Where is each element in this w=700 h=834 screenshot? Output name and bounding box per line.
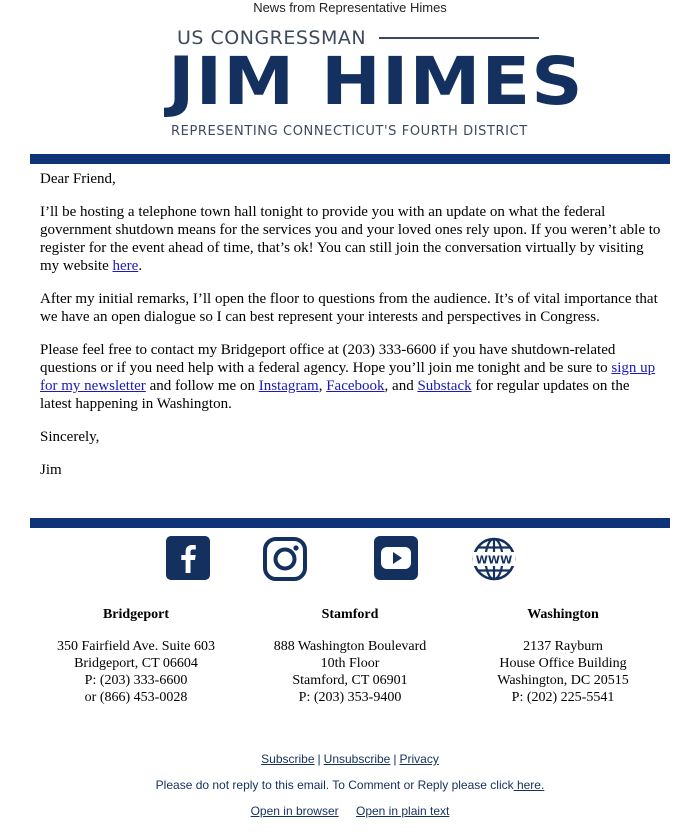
office-address-line: House Office Building [499,656,627,671]
open-in-plain-text-link[interactable]: Open in plain text [355,804,450,818]
paragraph-3-end: for regular updates on the latest happening in Washington. [40,378,630,412]
footer-links [0,752,700,766]
youtube-icon[interactable] [374,536,420,582]
header-rule [30,154,670,164]
office-name: Washington [527,607,599,622]
office-phone-alt: or (866) 453-0028 [84,690,188,705]
office-name: Bridgeport [102,607,170,622]
footer-rule [30,518,670,528]
office-address-line: 888 Washington Boulevard [273,639,427,654]
office-phone: P: (203) 333-6600 [84,673,188,688]
paragraph-1-end: . [138,258,143,274]
office-address-line: 350 Fairfield Ave. Suite 603 [57,639,215,654]
substack-link[interactable]: Substack [417,378,472,394]
facebook-icon[interactable] [166,536,212,582]
office-washington [453,606,673,706]
office-address-line: Stamford, CT 06901 [292,673,408,688]
paragraph-2: After my initial remarks, I’ll open the floor to questions from the audience. It’s of vital importance that we have an open dialogue so I can best represent your interests and perspectives in Congress. [40,291,658,325]
letter-body [40,170,662,494]
instagram-icon[interactable] [262,536,308,582]
facebook-link[interactable]: Facebook [326,378,385,394]
office-address-line: Washington, DC 20515 [497,673,629,688]
closing: Sincerely, [40,429,100,445]
footer-separator: | [393,752,397,766]
paragraph-3-text: Please feel free to contact my Bridgeport office at (203) 333-6600 if you have shutdown-related questions or if you need help with a federal agency. Hope you’ll join me tonight and be sure to [40,342,616,376]
office-address-line: 10th Floor [320,656,380,671]
office-name: Stamford [321,607,379,622]
reply-notice-text: Please do not reply to this email. To Comment or Reply please click [155,778,514,792]
masthead-logo [168,24,584,146]
paragraph-1 [40,203,662,275]
www-label: WWW [475,553,513,567]
office-stamford [240,606,460,706]
privacy-link[interactable]: Privacy [399,752,439,766]
reply-here-link[interactable]: here. [513,778,545,792]
masthead-subtitle: REPRESENTING CONNECTICUT'S FOURTH DISTRICT [171,124,528,139]
office-phone: P: (202) 225-5541 [511,690,615,705]
greeting: Dear Friend, [40,171,116,187]
subscribe-link[interactable]: Subscribe [261,752,315,766]
view-options [0,804,700,818]
preheader-text: News from Representative Himes [253,0,447,15]
paragraph-3-and: , and [384,378,418,394]
instagram-link[interactable]: Instagram [258,378,319,394]
signature: Jim [40,462,62,478]
masthead-name: JIM HIMES [168,43,584,120]
reply-notice [0,778,700,792]
newsletter-signup-link[interactable]: sign up for my newsletter [40,360,656,394]
paragraph-1-text: I’ll be hosting a telephone town hall tonight to provide you with an update on what the federal government shutdown means for the services you and your loved ones rely upon. If you weren’t able to register for the event ahead of time, that’s ok! You can still join the conversation virtually by visiting my website [40,204,661,274]
masthead-divider [379,37,539,39]
office-address-line: Bridgeport, CT 06604 [74,656,198,671]
office-bridgeport [26,606,246,706]
website-here-link[interactable]: here [112,258,139,274]
paragraph-3-mid: and follow me on [145,378,259,394]
paragraph-3 [40,341,662,413]
masthead-top-line: US CONGRESSMAN [177,27,367,49]
open-in-browser-link[interactable]: Open in browser [250,804,339,818]
website-icon[interactable] [471,536,517,582]
paragraph-3-comma: , [318,378,327,394]
footer-separator: | [317,752,321,766]
office-address-line: 2137 Rayburn [523,639,603,654]
unsubscribe-link[interactable]: Unsubscribe [323,752,391,766]
social-icons [0,536,700,584]
office-phone: P: (203) 353-9400 [298,690,402,705]
